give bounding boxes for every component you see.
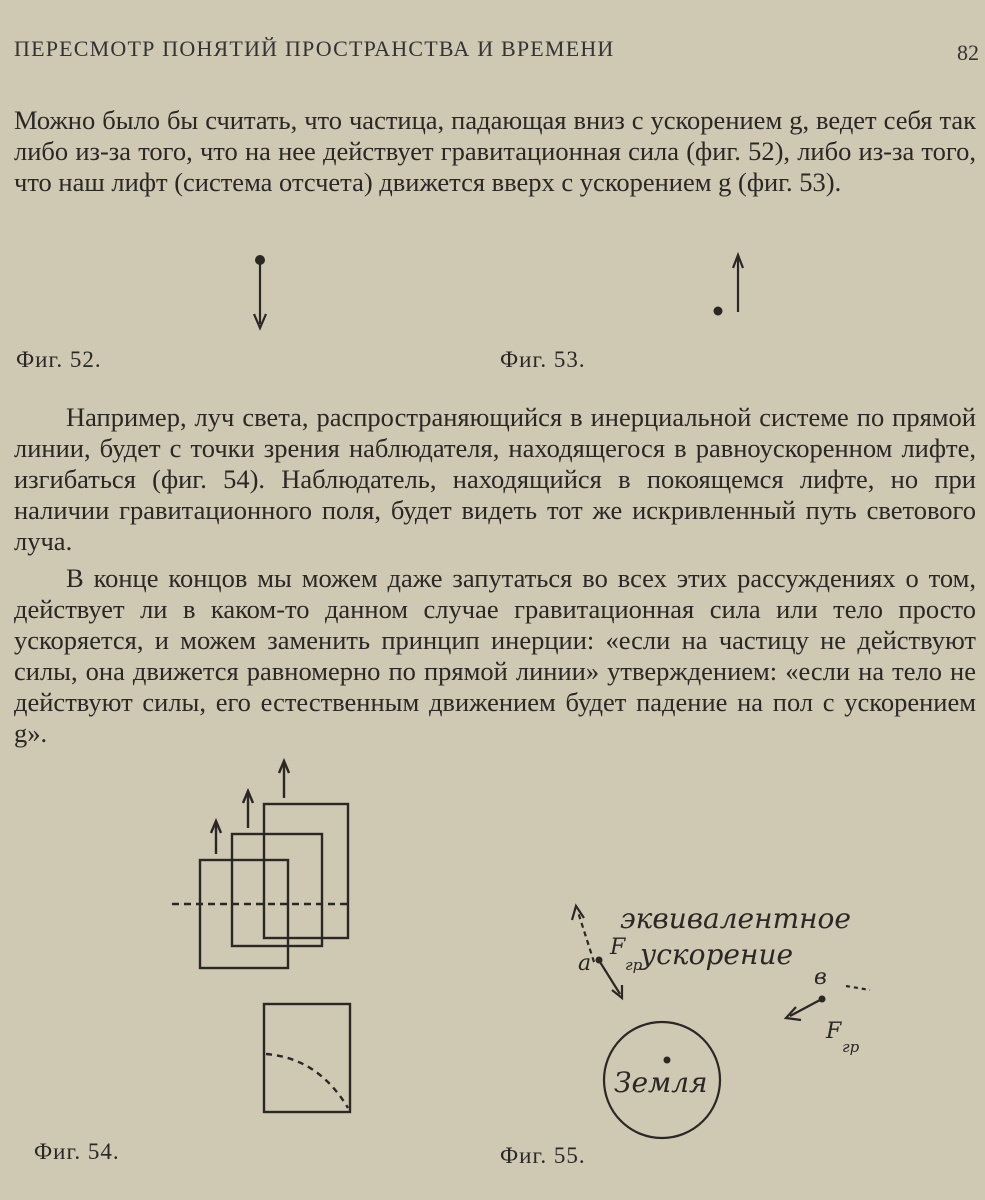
- label-earth: Земля: [614, 1066, 708, 1099]
- gravity-force-arrow-a-head: [612, 985, 622, 998]
- label-force-b-sub: гр: [842, 1038, 860, 1056]
- label-force-a-sub: гр: [625, 956, 643, 974]
- paragraph-1: Можно было бы считать, что частица, падающая вниз с ускорением g, ведет себя так либо из-за того, что на нее действует гравитационная сила (фиг. 52), либо из-за того, что наш лифт (система отсчета) движется вверх с ускорением g (фиг. 53).: [14, 105, 976, 197]
- equivalent-acceleration-arrow-head: [572, 906, 584, 920]
- paragraph-2: Например, луч света, распространяющийся в инерциальной системе по прямой линии, будет с точки зрения наблюдателя, находящегося в равноускоренном лифте, изгибаться (фиг. 54). Наблюдатель, находящийся в покоящемся лифте, но при наличии гравитационного поля, будет видеть тот же искривленный путь светового луча.: [14, 402, 976, 556]
- page-number: 82: [957, 40, 979, 65]
- figure-54: [168, 758, 368, 1118]
- paragraph-3: В конце концов мы можем даже запутаться во всех этих рассуждениях о том, действует ли в каком-то данном случае гравитационная сила или тело просто ускоряется, и можем заменить принцип инерции: «если на частицу не действуют силы, она движется равномерно по прямой линии» утверждением: «если на тело не действуют силы, его естественным движением будет падение на пол с ускорением g».: [14, 563, 976, 748]
- particle-dot: [714, 307, 723, 316]
- elevator-position-2: [232, 834, 322, 946]
- figure-55-caption: Фиг. 55.: [500, 1143, 586, 1168]
- label-point-b: в: [814, 965, 827, 990]
- curved-light-path: [266, 1054, 348, 1108]
- figure-54-caption: Фиг. 54.: [34, 1139, 120, 1164]
- figure-55: [570, 890, 910, 1120]
- running-title: ПЕРЕСМОТР ПОНЯТИЙ ПРОСТРАНСТВА И ВРЕМЕНИ: [14, 36, 615, 61]
- label-force-b: F: [826, 1019, 842, 1044]
- point-a-dot: [596, 957, 603, 964]
- figure-53-caption: Фиг. 53.: [500, 347, 586, 372]
- dash-mark-b: [846, 986, 870, 990]
- elevator-position-1: [200, 860, 288, 968]
- label-point-a: a: [578, 951, 592, 976]
- point-b-dot: [819, 996, 826, 1003]
- figure-52-caption: Фиг. 52.: [16, 347, 102, 372]
- elevator-position-3: [264, 804, 348, 938]
- label-acceleration: ускорение: [640, 938, 794, 971]
- label-equivalent: эквивалентное: [620, 902, 851, 935]
- label-force-a: F: [610, 935, 626, 960]
- gravity-force-arrow-a: [600, 962, 620, 994]
- figure-53: [708, 252, 748, 322]
- figure-52: [246, 252, 276, 332]
- earth-center-dot: [664, 1057, 671, 1064]
- elevator-resting: [264, 1004, 350, 1112]
